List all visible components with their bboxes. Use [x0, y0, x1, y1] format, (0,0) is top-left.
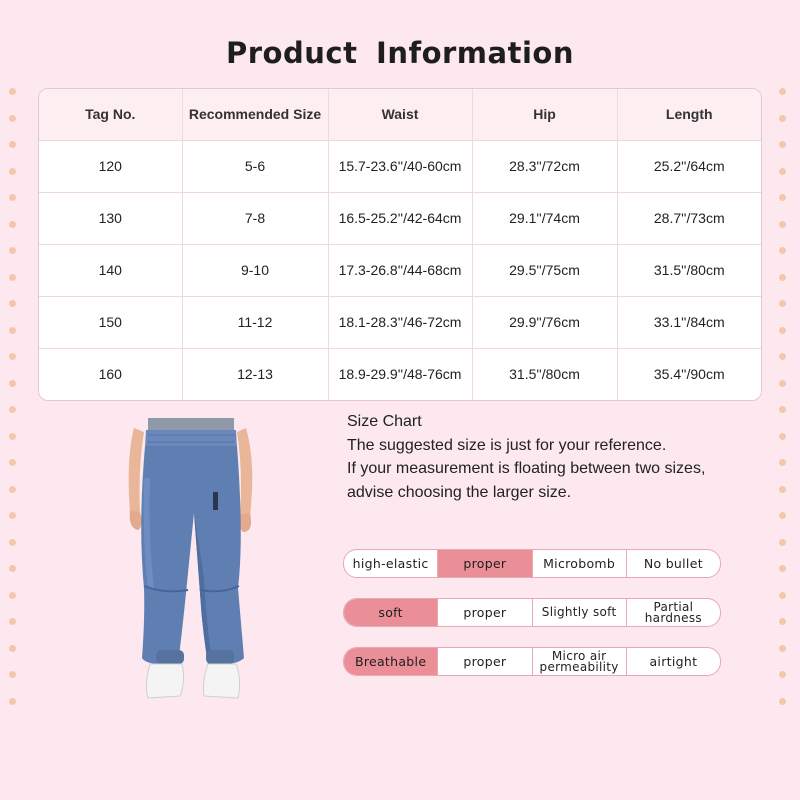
decorative-dot — [9, 539, 16, 546]
scale-cell: proper — [438, 599, 532, 626]
scale-cell: airtight — [649, 654, 698, 669]
scale-cell: Microbomb — [533, 550, 627, 577]
decorative-dot — [9, 512, 16, 519]
decorative-dot — [9, 141, 16, 148]
decorative-dot — [9, 671, 16, 678]
decorative-dot — [9, 459, 16, 466]
decorative-dot — [779, 221, 786, 228]
cell-size: 12-13 — [182, 348, 328, 400]
decorative-dot — [779, 671, 786, 678]
decorative-dot — [9, 645, 16, 652]
header-tag-no: Tag No. — [39, 89, 182, 140]
size-chart-line-2: If your measurement is floating between two sizes, — [347, 460, 706, 477]
scale-cell: Partial hardness — [644, 599, 702, 625]
decorative-dot — [779, 88, 786, 95]
decorative-dot — [9, 486, 16, 493]
size-chart-heading: Size Chart — [347, 413, 422, 430]
table-row — [39, 192, 761, 244]
elasticity-scale — [343, 549, 721, 578]
decorative-dots-left — [9, 88, 21, 708]
decorative-dot — [9, 592, 16, 599]
decorative-dot — [9, 433, 16, 440]
page-title: Product Information — [226, 36, 574, 70]
decorative-dot — [9, 274, 16, 281]
cell-length: 25.2''/64cm — [617, 140, 761, 192]
cell-waist: 17.3-26.8''/44-68cm — [328, 244, 472, 296]
size-chart-line-1: The suggested size is just for your reference. — [347, 436, 667, 454]
cell-hip: 28.3''/72cm — [472, 140, 617, 192]
cell-size: 7-8 — [182, 192, 328, 244]
table-header-row — [39, 89, 761, 140]
decorative-dot — [9, 221, 16, 228]
decorative-dot — [779, 512, 786, 519]
cell-waist: 18.9-29.9''/48-76cm — [328, 348, 472, 400]
cell-length: 33.1''/84cm — [617, 296, 761, 348]
table-row — [39, 244, 761, 296]
decorative-dot — [9, 406, 16, 413]
decorative-dot — [779, 353, 786, 360]
scale-cell-selected: Breathable — [344, 648, 438, 675]
decorative-dot — [9, 565, 16, 572]
decorative-dot — [779, 168, 786, 175]
decorative-dot — [779, 247, 786, 254]
decorative-dot — [9, 194, 16, 201]
size-table — [38, 88, 762, 401]
cell-size: 11-12 — [182, 296, 328, 348]
decorative-dot — [779, 459, 786, 466]
scale-cell-selected: soft — [344, 599, 438, 626]
decorative-dot — [9, 247, 16, 254]
cell-length: 35.4''/90cm — [653, 366, 725, 383]
breathability-scale — [343, 647, 721, 676]
cell-hip: 29.9''/76cm — [472, 296, 617, 348]
scale-cell: No bullet — [643, 556, 703, 571]
size-chart-line-3: advise choosing the larger size. — [347, 483, 572, 501]
decorative-dot — [9, 300, 16, 307]
header-hip: Hip — [472, 89, 617, 140]
softness-scale — [343, 598, 721, 627]
decorative-dot — [9, 115, 16, 122]
header-recommended-size: Recommended Size — [182, 89, 328, 140]
decorative-dot — [779, 486, 786, 493]
cell-size: 5-6 — [182, 140, 328, 192]
decorative-dot — [779, 274, 786, 281]
decorative-dot — [779, 327, 786, 334]
decorative-dot — [779, 115, 786, 122]
cell-waist: 15.7-23.6''/40-60cm — [328, 140, 472, 192]
cell-tag-no: 150 — [39, 296, 182, 348]
scale-cell: proper — [438, 648, 532, 675]
decorative-dot — [779, 618, 786, 625]
table-row — [39, 140, 761, 192]
decorative-dot — [9, 88, 16, 95]
decorative-dot — [9, 327, 16, 334]
decorative-dot — [779, 194, 786, 201]
cell-hip: 31.5''/80cm — [472, 348, 617, 400]
cell-length: 31.5''/80cm — [617, 244, 761, 296]
cell-hip: 29.1''/74cm — [472, 192, 617, 244]
decorative-dot — [9, 698, 16, 705]
scale-cell-selected: proper — [438, 550, 532, 577]
decorative-dot — [779, 300, 786, 307]
decorative-dot — [9, 353, 16, 360]
decorative-dot — [779, 645, 786, 652]
decorative-dot — [779, 406, 786, 413]
cell-tag-no: 130 — [39, 192, 182, 244]
decorative-dot — [9, 168, 16, 175]
cell-waist: 18.1-28.3''/46-72cm — [328, 296, 472, 348]
scale-cell: high-elastic — [344, 550, 438, 577]
scale-cell: Micro air permeability — [533, 648, 627, 675]
pants-product-photo — [120, 418, 270, 708]
decorative-dots-right — [779, 88, 791, 708]
decorative-dot — [779, 433, 786, 440]
cell-size: 9-10 — [182, 244, 328, 296]
decorative-dot — [779, 698, 786, 705]
cell-tag-no: 140 — [39, 244, 182, 296]
header-waist: Waist — [328, 89, 472, 140]
table-row — [39, 296, 761, 348]
cell-length: 28.7''/73cm — [617, 192, 761, 244]
decorative-dot — [779, 141, 786, 148]
decorative-dot — [9, 380, 16, 387]
size-chart-note — [347, 410, 767, 504]
scale-cell: Slightly soft — [533, 599, 627, 626]
cell-tag-no: 120 — [39, 140, 182, 192]
header-length: Length — [617, 89, 761, 140]
cell-hip: 29.5''/75cm — [472, 244, 617, 296]
table-row — [39, 348, 761, 400]
decorative-dot — [779, 539, 786, 546]
decorative-dot — [779, 565, 786, 572]
decorative-dot — [779, 380, 786, 387]
decorative-dot — [779, 592, 786, 599]
cell-tag-no: 160 — [39, 348, 182, 400]
cell-waist: 16.5-25.2''/42-64cm — [328, 192, 472, 244]
decorative-dot — [9, 618, 16, 625]
